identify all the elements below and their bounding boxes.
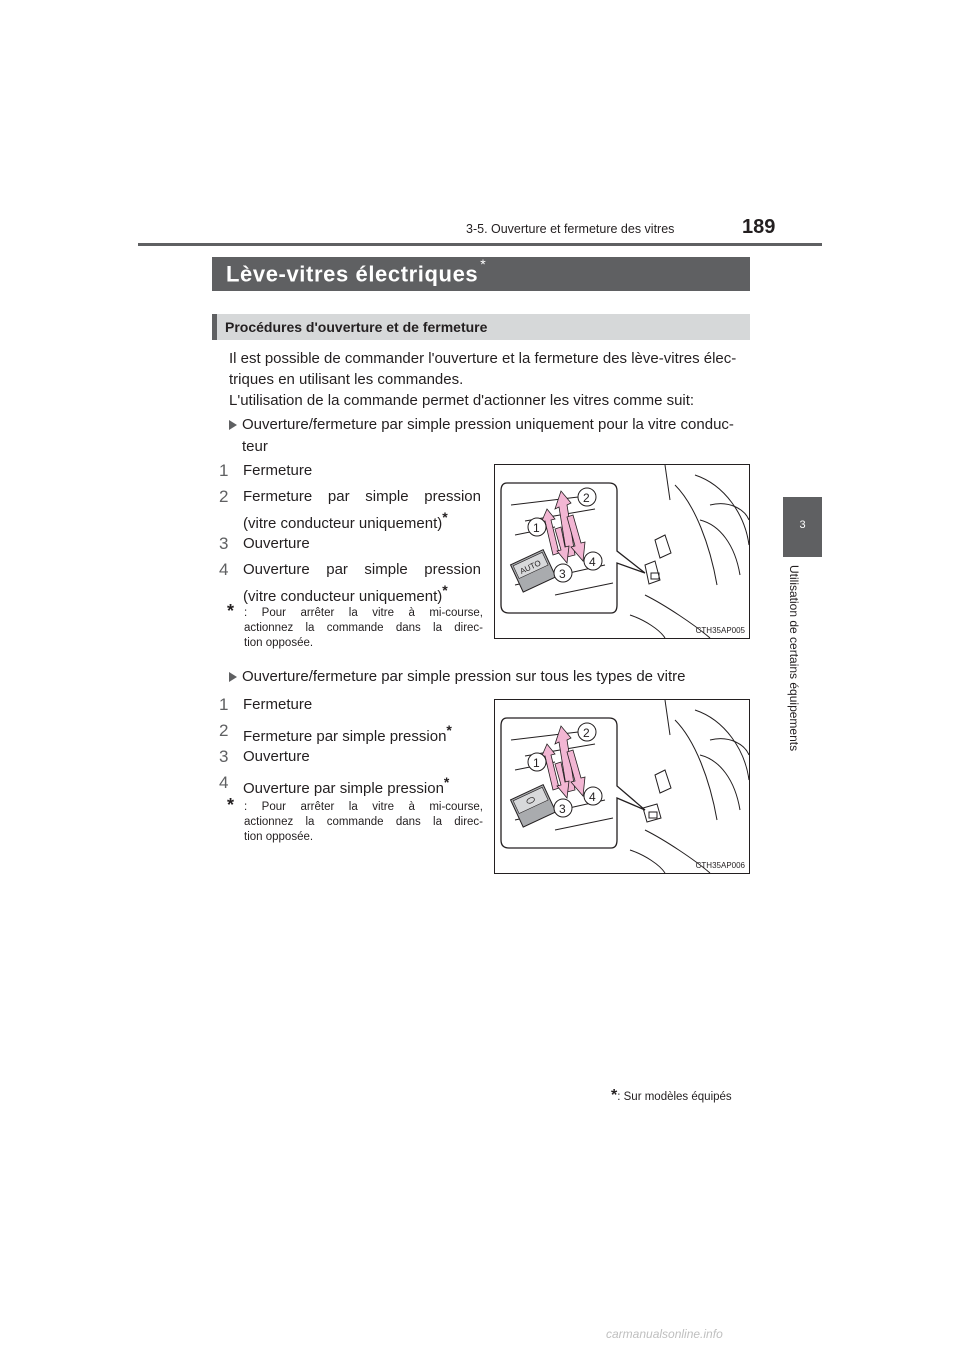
subheading-accent <box>212 314 217 340</box>
item-text: Ouverture par simple pression <box>243 780 444 797</box>
footnote-asterisk: * <box>611 1087 618 1104</box>
note-1 <box>227 601 483 651</box>
list-item <box>243 533 481 554</box>
item-number: 2 <box>219 721 229 740</box>
figure-code: CTH35AP005 <box>695 626 745 635</box>
item-number: 1 <box>219 461 229 480</box>
list-item <box>243 720 481 747</box>
list-item <box>243 486 481 534</box>
item-text: Fermeture <box>243 462 313 479</box>
side-tab <box>783 497 822 557</box>
window-switch-illustration <box>495 465 749 638</box>
list-item <box>243 694 481 715</box>
intro-line-2: triques en utilisant les commandes. <box>229 371 464 388</box>
callout-2: 2 <box>583 726 590 740</box>
item-number: 3 <box>219 534 229 553</box>
callout-4: 4 <box>589 555 596 569</box>
callout-4: 4 <box>589 790 596 804</box>
section-title-text: Lève-vitres électriques <box>226 261 479 287</box>
item-text: Ouverture <box>243 535 310 552</box>
item-asterisk: * <box>443 774 450 790</box>
watermark: carmanualsonline.info <box>606 1327 723 1341</box>
intro-line-1: Il est possible de commander l'ouverture et la fermeture des lève-vitres élec- <box>229 350 737 367</box>
item-text: Ouverture par simple pression <box>243 561 481 578</box>
bullet-1-line-1: Ouverture/fermeture par simple pression uniquement pour la vitre conduc- <box>242 416 734 433</box>
item-number: 1 <box>219 695 229 714</box>
list-item <box>243 460 481 481</box>
item-text: Ouverture <box>243 748 310 765</box>
arrows <box>541 491 585 563</box>
page-number: 189 <box>742 216 776 238</box>
note-line-1: : Pour arrêter la vitre à mi-course, <box>244 607 483 619</box>
note-line-2: actionnez la commande dans la direc- <box>244 622 483 634</box>
arrows <box>541 726 585 798</box>
callout-1: 1 <box>533 521 540 535</box>
bullet-section-2 <box>229 666 751 688</box>
subheading-bar <box>212 314 750 340</box>
chapter-number: 3 <box>799 519 806 531</box>
list-item <box>243 772 481 799</box>
item-number: 3 <box>219 747 229 766</box>
subheading: Procédures d'ouverture et de fermeture <box>225 319 488 335</box>
item-text: Fermeture par simple pression <box>243 728 447 745</box>
item-text: (vitre conducteur uniquement) <box>243 588 443 605</box>
item-text: Fermeture <box>243 696 313 713</box>
chapter-title: Utilisation de certains équipements <box>787 565 801 752</box>
section-title-bar <box>212 257 750 291</box>
item-number: 4 <box>219 773 229 792</box>
callout-2: 2 <box>583 491 590 505</box>
figure-window-switch <box>494 699 750 874</box>
note-line-2: actionnez la commande dans la direc- <box>244 816 483 828</box>
bullet-1-line-2: teur <box>242 438 268 455</box>
switch-auto-label: AUTO <box>518 558 543 576</box>
callout-3: 3 <box>559 802 566 816</box>
figure-code: CTH35AP006 <box>695 861 745 870</box>
bullet-section-1 <box>229 414 751 458</box>
title-asterisk: * <box>480 256 487 272</box>
note-asterisk: * <box>227 795 235 815</box>
item-number: 2 <box>219 487 229 506</box>
note-body <box>244 606 483 651</box>
window-switch <box>511 785 556 827</box>
item-text: Fermeture par simple pression <box>243 488 481 505</box>
note-body <box>244 800 483 845</box>
item-asterisk: * <box>442 582 448 598</box>
item-asterisk: * <box>442 509 448 525</box>
note-line-3: tion opposée. <box>244 831 314 843</box>
list-item <box>243 746 481 767</box>
intro-line-3: L'utilisation de la commande permet d'actionner les vitres comme suit: <box>229 392 695 409</box>
item-text: (vitre conducteur uniquement) <box>243 515 443 532</box>
item-asterisk: * <box>446 722 452 738</box>
note-line-1: : Pour arrêter la vitre à mi-course, <box>244 801 483 813</box>
section-title <box>226 256 487 287</box>
note-line-3: tion opposée. <box>244 637 314 649</box>
note-asterisk: * <box>227 601 235 621</box>
header-section-title: 3-5. Ouverture et fermeture des vitres <box>466 222 675 236</box>
bullet-2-line-1: Ouverture/fermeture par simple pression sur tous les types de vitre <box>242 668 686 685</box>
header-rule <box>138 243 822 246</box>
callout-1: 1 <box>533 756 540 770</box>
auto-switch <box>511 550 556 592</box>
item-number: 4 <box>219 560 229 579</box>
figure-window-switch-auto <box>494 464 750 639</box>
footnote <box>611 1087 732 1105</box>
bullet-triangle-icon <box>229 420 237 430</box>
list-item <box>243 559 481 607</box>
item-text-line-2 <box>243 507 481 534</box>
footnote-text: : Sur modèles équipés <box>617 1091 732 1103</box>
window-switch-illustration <box>495 700 749 873</box>
chapter-title-vertical <box>787 565 807 775</box>
note-2 <box>227 795 483 845</box>
callout-3: 3 <box>559 567 566 581</box>
bullet-triangle-icon <box>229 672 237 682</box>
item-text-line-2 <box>243 580 481 607</box>
